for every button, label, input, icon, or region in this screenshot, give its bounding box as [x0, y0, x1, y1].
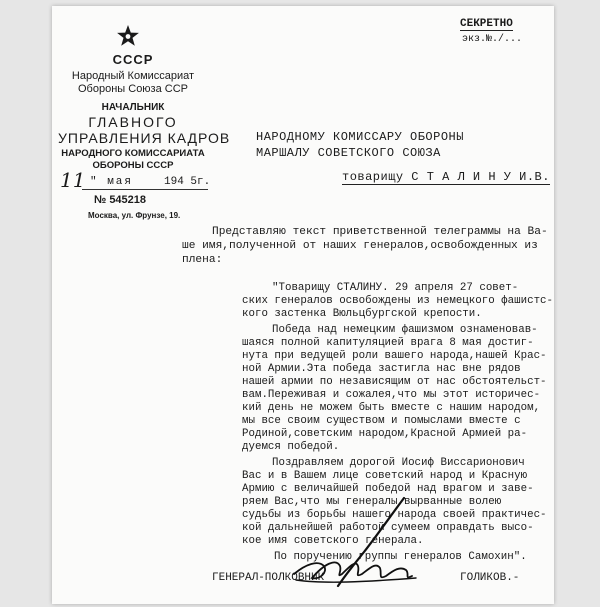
- letterhead-address: Москва, ул. Фрунзе, 19.: [88, 211, 181, 220]
- addressee-line-1: НАРОДНОМУ КОМИССАРУ ОБОРОНЫ: [256, 130, 464, 144]
- letterhead-directorate-1: ГЛАВНОГО: [88, 114, 178, 130]
- telegram-line: ряем Вас,что мы генералы вырванные волею: [242, 496, 502, 508]
- telegram-line: Вас и в Вашем лице советский народ и Красную: [242, 470, 528, 482]
- telegram-line: нашей армии по независящим от нас обстоятельст-: [242, 376, 547, 388]
- telegram-line: судьбы из борьбы нашего народа своей практичес-: [242, 509, 547, 521]
- telegram-line: Родиной,советским народом,Красной Армией ра-: [242, 428, 528, 440]
- soviet-star-icon: [116, 24, 140, 48]
- signature-rank: ГЕНЕРАЛ-ПОЛКОВНИК: [212, 572, 325, 584]
- date-underline: [82, 189, 208, 190]
- telegram-line: вам.Переживая и сожалея,что мы этот историчес-: [242, 389, 541, 401]
- date-year: 194 5г.: [164, 176, 211, 188]
- telegram-line: кий день не можем быть вместе с нашим народом,: [242, 402, 541, 414]
- letterhead-commissariat-1: Народный Комиссариат: [71, 70, 195, 82]
- letterhead-ncommissariat-1: НАРОДНОГО КОМИССАРИАТА: [61, 148, 205, 159]
- telegram-line: кое имя советского генерала.: [242, 535, 424, 547]
- telegram-line: кого застенка Вюльцбургской крепости.: [242, 308, 482, 320]
- document-number: № 545218: [94, 194, 147, 206]
- handwritten-signature: [284, 494, 429, 594]
- letterhead-directorate-2: УПРАВЛЕНИЯ КАДРОВ: [58, 130, 231, 146]
- telegram-line: шаяся полной капитуляцией врага 8 мая достиг-: [242, 337, 534, 349]
- telegram-line: ной Армии.Эта победа застигла нас вне рядов: [242, 363, 521, 375]
- telegram-line: Поздравляем дорогой Иосиф Виссарионович: [272, 457, 525, 469]
- addressee-line-3: товарищу С Т А Л И Н У И.В.: [342, 170, 550, 184]
- intro-line: Представляю текст приветственной телеграммы на Ва-: [212, 226, 548, 238]
- letterhead-country: СССР: [112, 52, 154, 67]
- letterhead-commissariat-2: Обороны Союза ССР: [78, 83, 188, 95]
- date-day: 11: [60, 168, 86, 192]
- telegram-line: нута при ведущей роли вашего народа,нашей Крас-: [242, 350, 547, 362]
- intro-line: ше имя,полученной от наших генералов,освобожденных из: [182, 240, 538, 252]
- document-page: [52, 6, 554, 604]
- secret-stamp: СЕКРЕТНО: [460, 18, 513, 30]
- telegram-line: ских генералов освобождены из немецкого фашистс-: [242, 295, 554, 307]
- telegram-line: По поручению группы генералов Самохин".: [274, 551, 527, 563]
- telegram-line: дуемся победой.: [242, 441, 340, 453]
- letterhead-ncommissariat-2: ОБОРОНЫ СССР: [92, 160, 174, 171]
- telegram-line: кой дальнейшей работой сумеем оправдать высо-: [242, 522, 534, 534]
- intro-line: плена:: [182, 254, 223, 266]
- telegram-line: Армию с величайшей победой над врагом и заве-: [242, 483, 534, 495]
- date-month: " мая: [90, 176, 134, 188]
- telegram-line: мы все своим существом и помыслами вместе с: [242, 415, 521, 427]
- signature-name: ГОЛИКОВ.-: [460, 572, 520, 584]
- addressee-line-2: МАРШАЛУ СОВЕТСКОГО СОЮЗА: [256, 146, 441, 160]
- copy-number: экз.№./...: [462, 34, 523, 45]
- telegram-line: Победа над немецким фашизмом ознаменовав-: [272, 324, 538, 336]
- telegram-line: "Товарищу СТАЛИНУ. 29 апреля 27 совет-: [272, 282, 519, 294]
- letterhead-chief: НАЧАЛЬНИК: [101, 102, 165, 113]
